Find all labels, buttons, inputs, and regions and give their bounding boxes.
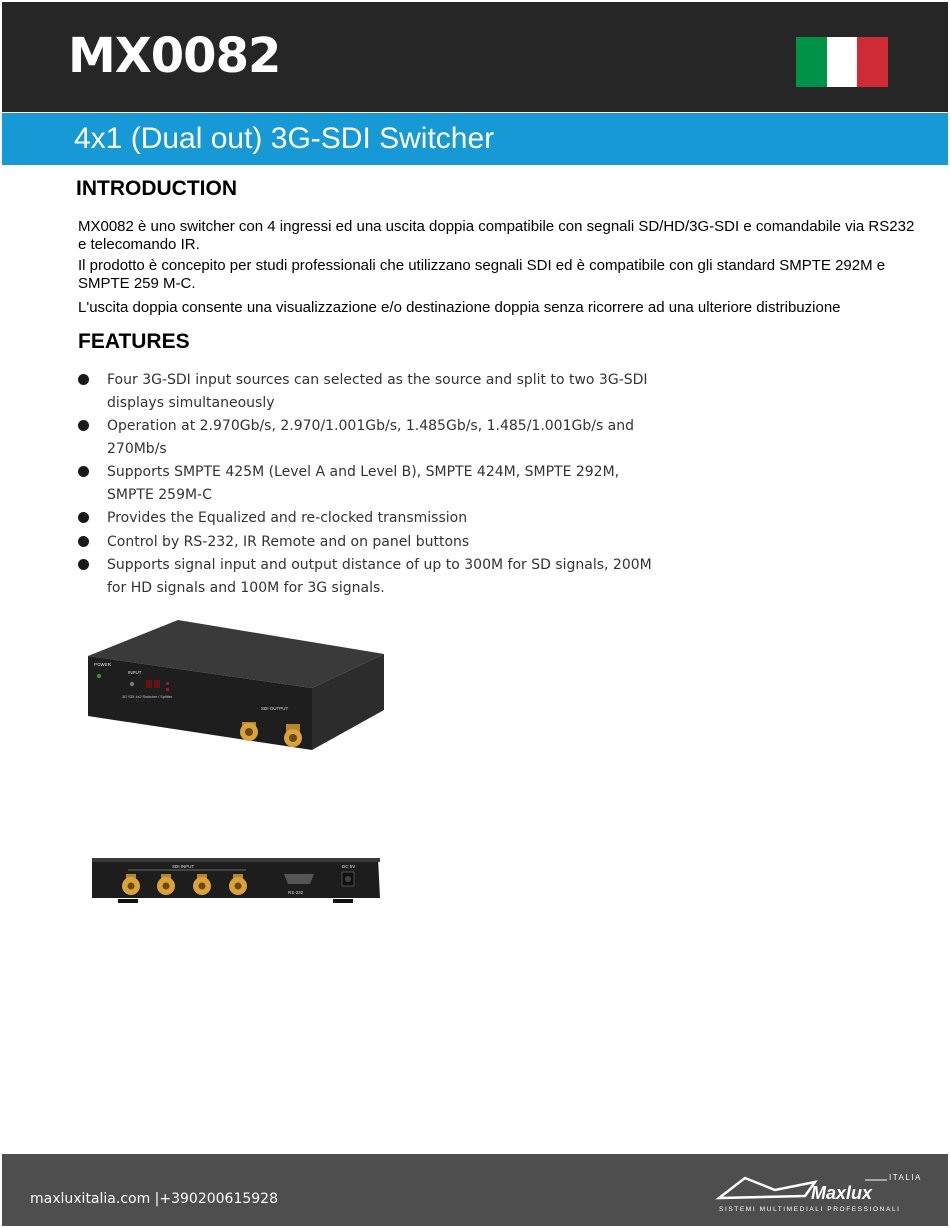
feature-item (78, 369, 658, 414)
feature-item (78, 461, 658, 506)
footer-contact[interactable]: maxluxitalia.com |+390200615928 (30, 1191, 279, 1207)
product-front-image (86, 618, 386, 754)
bullet-icon (78, 536, 89, 547)
input-label: INPUT (128, 670, 142, 675)
status-led-icon (166, 682, 169, 685)
logo-swoosh-icon (719, 1178, 815, 1198)
features-list (78, 369, 658, 600)
flag-stripe-red (857, 37, 888, 87)
segment-display-icon (154, 680, 160, 688)
feature-text: Supports signal input and output distance of up to 300M for SD signals, 200M for HD signals and 100M for 3G signals. (107, 557, 652, 596)
feature-text: Operation at 2.970Gb/s, 2.970/1.001Gb/s, 1.485Gb/s, 1.485/1.001Gb/s and 270Mb/s (107, 418, 635, 457)
model-number: MX0082 (68, 28, 281, 84)
logo-name: Maxlux (811, 1183, 873, 1203)
intro-paragraph: Il prodotto è concepito per studi professionali che utilizzano segnali SDI ed è compatibile con gli standard SMPTE 292M e SMPTE 259 M-C. (78, 257, 886, 292)
rs232-label: RS-232 (288, 890, 304, 895)
sdi-input-label: SDI INPUT (172, 864, 195, 869)
bullet-icon (78, 512, 89, 523)
input-button-icon (130, 682, 134, 686)
product-rear-image (88, 852, 384, 908)
bnc-connector-icon (284, 724, 302, 747)
output-label: SDI OUTPUT (261, 706, 289, 711)
flag-stripe-white (827, 37, 858, 87)
bullet-icon (78, 559, 89, 570)
features-heading: FEATURES (78, 330, 190, 353)
logo-country: ITALIA (889, 1173, 922, 1182)
feature-item (78, 554, 658, 599)
feature-text: Provides the Equalized and re-clocked transmission (107, 510, 468, 526)
bullet-icon (78, 420, 89, 431)
segment-display-icon (146, 680, 152, 688)
feature-text: Control by RS-232, IR Remote and on panel buttons (107, 533, 470, 550)
status-led-icon (166, 688, 169, 691)
bnc-connector-icon (240, 722, 258, 741)
feature-text: Supports SMPTE 425M (Level A and Level B), SMPTE 424M, SMPTE 292M, SMPTE 259M-C (107, 464, 620, 503)
feature-item (78, 415, 658, 460)
feature-item (78, 531, 658, 554)
intro-paragraph: MX0082 è uno switcher con 4 ingressi ed una uscita doppia compatibile con segnali SD/HD/3G-SDI e comandabile via RS232 e telecomando IR. (78, 218, 915, 253)
device-label: 3G SDI 4x2 Switcher / Splitter (122, 695, 173, 699)
bullet-icon (78, 466, 89, 477)
dc-jack-icon (342, 872, 354, 886)
power-led-icon (97, 674, 101, 678)
intro-paragraph: L'uscita doppia consente una visualizzazione e/o destinazione doppia senza ricorrere ad una ulteriore distribuzione (78, 299, 841, 316)
italian-flag-icon (796, 37, 888, 87)
logo-tagline: SISTEMI MULTIMEDIALI PROFESSIONALI (719, 1206, 901, 1213)
rs232-port-icon (284, 874, 314, 884)
introduction-heading: INTRODUCTION (76, 177, 237, 200)
maxlux-logo (715, 1168, 925, 1218)
power-label: POWER (94, 662, 112, 667)
product-subtitle: 4x1 (Dual out) 3G-SDI Switcher (74, 122, 495, 155)
bullet-icon (78, 374, 89, 385)
feature-text: Four 3G-SDI input sources can selected as the source and split to two 3G-SDI displays simultaneously (107, 372, 648, 411)
feature-item (78, 507, 658, 530)
flag-stripe-green (796, 37, 827, 87)
dc-label: DC 5V (342, 864, 356, 869)
